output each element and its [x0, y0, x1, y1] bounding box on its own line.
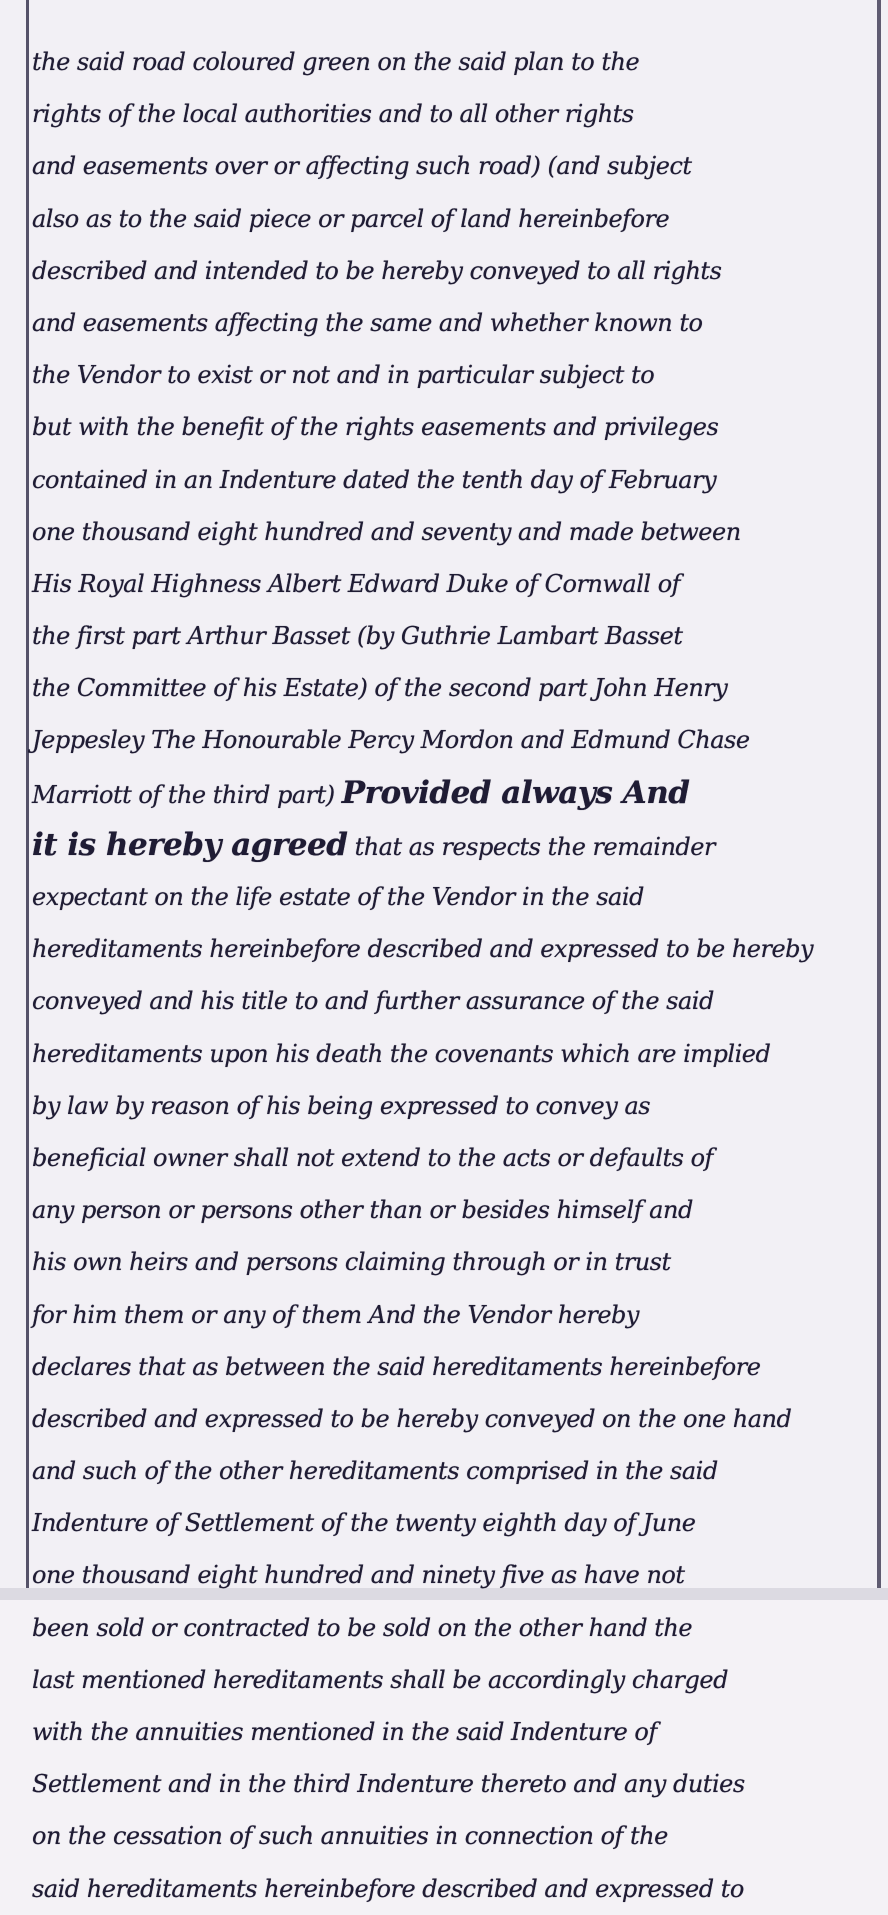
line-segment: been sold or contracted to be sold on the other hand the: [32, 1613, 693, 1642]
text-line: [32, 1080, 870, 1132]
line-segment: described and expressed to be hereby conveyed on the one hand: [32, 1404, 792, 1433]
line-segment: and such of the other hereditaments comprised in the said: [32, 1457, 718, 1486]
text-line: [32, 140, 870, 192]
text-line: [32, 1758, 870, 1810]
text-line: [32, 871, 870, 923]
text-line: [32, 193, 870, 245]
text-line: [32, 88, 870, 140]
text-line: [32, 819, 870, 871]
line-segment: also as to the said piece or parcel of land hereinbefore: [32, 204, 670, 233]
text-line: [32, 1654, 870, 1706]
text-line: [32, 1341, 870, 1393]
line-segment: contained in an Indenture dated the tenth day of February: [32, 465, 717, 494]
line-segment: the Vendor to exist or not and in particular subject to: [32, 361, 655, 390]
handwritten-text-block: [32, 36, 870, 1915]
text-line: [32, 1445, 870, 1497]
text-line: [32, 1497, 870, 1549]
line-segment: described and intended to be hereby conveyed to all rights: [32, 256, 722, 285]
line-segment: Marriott of the third part): [32, 780, 342, 809]
text-line: [32, 610, 870, 662]
text-line: [32, 1289, 870, 1341]
text-line: [32, 1549, 870, 1601]
line-segment: declares that as between the said hereditaments hereinbefore: [32, 1352, 761, 1381]
text-line: [32, 1706, 870, 1758]
text-line: [32, 767, 870, 819]
text-line: [32, 401, 870, 453]
line-segment: his own heirs and persons claiming through or in trust: [32, 1248, 671, 1277]
line-segment: one thousand eight hundred and ninety five as have not: [32, 1561, 685, 1590]
text-line: [32, 454, 870, 506]
line-segment: by law by reason of his being expressed to convey as: [32, 1091, 651, 1120]
line-segment: Settlement and in the third Indenture thereto and any duties: [32, 1770, 745, 1799]
emphasized-phrase: Provided always And: [341, 774, 690, 811]
text-line: [32, 1810, 870, 1862]
line-segment: on the cessation of such annuities in connection of the: [32, 1822, 668, 1851]
text-line: [32, 1863, 870, 1915]
line-segment: the said road coloured green on the said plan to the: [32, 48, 640, 76]
text-line: [32, 36, 870, 88]
page-right-border: [877, 0, 881, 1600]
line-segment: but with the benefit of the rights easements and privileges: [32, 413, 719, 442]
line-segment: expectant on the life estate of the Vendor in the said: [32, 883, 644, 911]
page-left-border: [26, 0, 29, 1600]
line-segment: hereditaments upon his death the covenants which are implied: [32, 1039, 771, 1068]
text-line: [32, 662, 870, 714]
text-line: [32, 349, 870, 401]
text-line: [32, 1236, 870, 1288]
line-segment: beneficial owner shall not extend to the acts or defaults of: [32, 1143, 713, 1172]
line-segment: Jeppesley The Honourable Percy Mordon and Edmund Chase: [32, 726, 750, 755]
line-segment: for him them or any of them And the Vendor hereby: [32, 1300, 639, 1329]
line-segment: with the annuities mentioned in the said Indenture of: [32, 1718, 657, 1746]
text-line: [32, 297, 870, 349]
text-line: [32, 1028, 870, 1080]
text-line: [32, 975, 870, 1027]
text-line: [32, 245, 870, 297]
text-line: [32, 1184, 870, 1236]
line-segment: the first part Arthur Basset (by Guthrie Lambart Basset: [32, 622, 683, 651]
line-segment: any person or persons other than or besides himself and: [32, 1196, 693, 1225]
text-line: [32, 506, 870, 558]
line-segment: the Committee of his Estate) of the second part John Henry: [32, 674, 728, 703]
line-segment: one thousand eight hundred and seventy and made between: [32, 517, 741, 546]
line-segment: and easements over or affecting such road) (and subject: [32, 152, 692, 181]
line-segment: hereditaments hereinbefore described and expressed to be hereby: [32, 935, 814, 964]
text-line: [32, 1393, 870, 1445]
text-line: [32, 923, 870, 975]
line-segment: rights of the local authorities and to all other rights: [32, 100, 634, 129]
text-line: [32, 558, 870, 610]
line-segment: Indenture of Settlement of the twenty eighth day of June: [32, 1509, 696, 1538]
line-segment: conveyed and his title to and further assurance of the said: [32, 987, 714, 1016]
text-line: [32, 1132, 870, 1184]
line-segment: and easements affecting the same and whether known to: [32, 308, 703, 337]
emphasized-phrase: it is hereby agreed: [32, 826, 348, 863]
line-segment: said hereditaments hereinbefore described and expressed to: [32, 1874, 744, 1903]
line-segment: last mentioned hereditaments shall be accordingly charged: [32, 1665, 728, 1694]
line-segment: His Royal Highness Albert Edward Duke of Cornwall of: [32, 569, 681, 598]
text-line: [32, 714, 870, 766]
text-line: [32, 1602, 870, 1654]
line-segment: that as respects the remainder: [347, 832, 715, 861]
